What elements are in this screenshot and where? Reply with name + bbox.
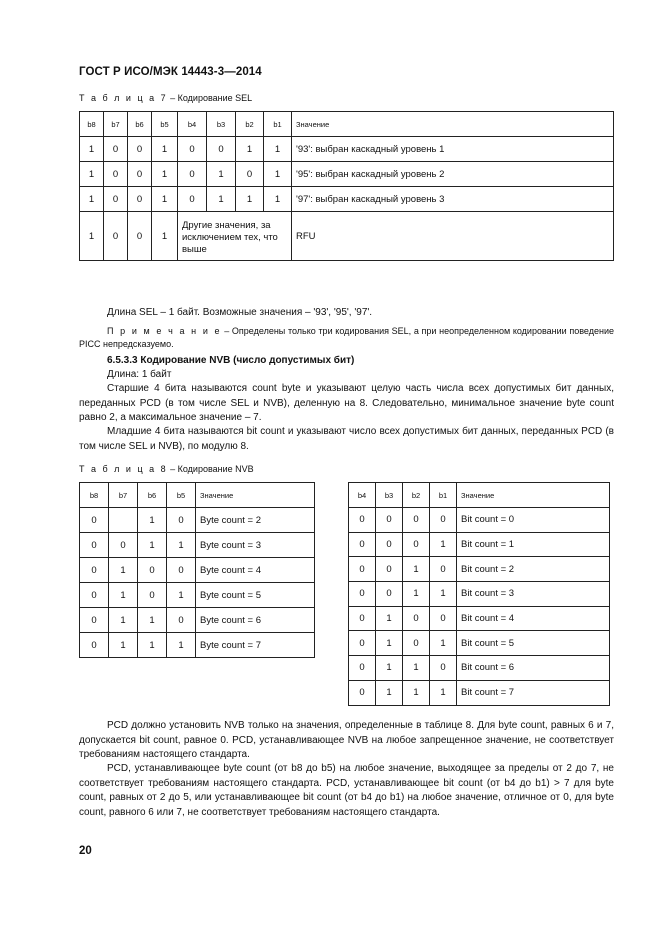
table-cell: 1 — [430, 631, 457, 656]
table-cell: 0 — [80, 608, 109, 633]
table-row — [80, 162, 614, 187]
table-cell: 0 — [349, 631, 376, 656]
table-cell: 0 — [178, 162, 207, 187]
table-cell: 0 — [104, 187, 128, 212]
table-cell: 0 — [80, 583, 109, 608]
table7-caption — [79, 93, 252, 103]
table-cell: Bit count = 7 — [457, 680, 610, 705]
table-cell: 0 — [167, 608, 196, 633]
document-header: ГОСТ Р ИСО/МЭК 14443-3—2014 — [79, 66, 262, 78]
table-cell: 1 — [264, 162, 292, 187]
table-cell: 1 — [80, 212, 104, 261]
table-cell: Byte count = 3 — [196, 533, 315, 558]
table-row — [349, 508, 610, 533]
table-header-cell: b6 — [128, 112, 152, 137]
table-cell: Bit count = 0 — [457, 508, 610, 533]
table-cell: 0 — [167, 558, 196, 583]
table-cell: 0 — [128, 137, 152, 162]
table-cell: 0 — [349, 656, 376, 681]
table-cell: 0 — [178, 187, 207, 212]
byte-count-table — [79, 482, 315, 658]
table-cell: 0 — [128, 212, 152, 261]
table-cell: 1 — [207, 162, 236, 187]
paragraph: PCD, устанавливающее byte count (от b8 до b5) на любое значение, выходящее за пределы от 2 до 7, не соответствует требованиям настоящего стандарта. PCD, устанавливающее bit count (от b4 до b1) > 7 для byte count, равных от 2 до 5, или устанавливающее bit count (от b4 до b1) на любое значение, отличное от 0, для byte count, равного 6 или 7, не соответствует требованиям настоящего стандарта. — [79, 763, 614, 818]
table-cell: '93': выбран каскадный уровень 1 — [292, 137, 614, 162]
table-row — [349, 532, 610, 557]
table-cell: 0 — [349, 532, 376, 557]
table-cell: 0 — [104, 162, 128, 187]
table-cell: 0 — [376, 582, 403, 607]
table-cell: 1 — [376, 631, 403, 656]
section-title: 6.5.3.3 Кодирование NVB (число допустимых бит) — [107, 355, 355, 366]
table-header-cell: b5 — [167, 483, 196, 508]
table-cell: 0 — [138, 558, 167, 583]
table-row — [80, 137, 614, 162]
table-row — [349, 680, 610, 705]
table-cell: Byte count = 6 — [196, 608, 315, 633]
table-cell: 1 — [430, 582, 457, 607]
table-cell: Bit count = 6 — [457, 656, 610, 681]
table-cell: 0 — [376, 557, 403, 582]
table-header-cell: b4 — [349, 483, 376, 508]
table-row — [349, 656, 610, 681]
table-cell: 1 — [207, 187, 236, 212]
table-row — [80, 583, 315, 608]
table-cell: 1 — [109, 608, 138, 633]
table-cell: 1 — [403, 557, 430, 582]
sel-coding-table — [79, 111, 614, 261]
table-cell: 1 — [152, 162, 178, 187]
table-cell: 1 — [264, 137, 292, 162]
table-header-cell: b4 — [178, 112, 207, 137]
table-cell: 0 — [349, 680, 376, 705]
table-cell: 0 — [80, 508, 109, 533]
table-cell: 1 — [109, 558, 138, 583]
table-row — [349, 582, 610, 607]
table-cell: 0 — [430, 606, 457, 631]
table-cell: 0 — [376, 532, 403, 557]
table-header-cell: b1 — [430, 483, 457, 508]
table-cell: 0 — [104, 212, 128, 261]
table-header-cell: b3 — [376, 483, 403, 508]
table-cell: 0 — [80, 533, 109, 558]
table-cell: 0 — [109, 533, 138, 558]
table-cell: 1 — [167, 533, 196, 558]
table-header-cell: b3 — [207, 112, 236, 137]
table-cell: 1 — [264, 187, 292, 212]
table-row — [80, 633, 315, 658]
table-cell: 0 — [128, 162, 152, 187]
table-cell: 1 — [138, 508, 167, 533]
table-cell: Bit count = 2 — [457, 557, 610, 582]
table-row — [349, 557, 610, 582]
table-cell: 1 — [80, 187, 104, 212]
table-header-cell: b8 — [80, 483, 109, 508]
table-cell: 0 — [104, 137, 128, 162]
table-header-cell: Значение — [292, 112, 614, 137]
table-cell: 0 — [403, 532, 430, 557]
table-cell: 1 — [109, 583, 138, 608]
table-row — [80, 508, 315, 533]
table-header-cell: b2 — [236, 112, 264, 137]
table-cell: 1 — [138, 633, 167, 658]
table-cell: 0 — [430, 508, 457, 533]
table-cell: 0 — [430, 656, 457, 681]
table-cell: 0 — [167, 508, 196, 533]
table-cell: 0 — [80, 558, 109, 583]
table-cell: 1 — [80, 137, 104, 162]
table-cell: 1 — [152, 137, 178, 162]
sel-length-text: Длина SEL – 1 байт. Возможные значения – '93', '95', '97'. — [107, 307, 373, 318]
table-cell: 1 — [80, 162, 104, 187]
table-cell: 1 — [138, 533, 167, 558]
table7-caption-prefix: Т а б л и ц а 7 — [79, 93, 168, 103]
table-cell: 1 — [376, 656, 403, 681]
table-cell: '97': выбран каскадный уровень 3 — [292, 187, 614, 212]
table-cell: 0 — [349, 508, 376, 533]
table-cell: Bit count = 1 — [457, 532, 610, 557]
table-cell — [109, 508, 138, 533]
table-header-cell: b7 — [104, 112, 128, 137]
table7-header-row — [80, 112, 614, 137]
table-cell: 1 — [430, 532, 457, 557]
table-header-cell: Значение — [196, 483, 315, 508]
table-header-cell: Значение — [457, 483, 610, 508]
table-cell: RFU — [292, 212, 614, 261]
table-header-cell: b5 — [152, 112, 178, 137]
table-cell: 1 — [236, 187, 264, 212]
table-cell: Byte count = 4 — [196, 558, 315, 583]
table-cell: 0 — [349, 557, 376, 582]
table-cell: 0 — [207, 137, 236, 162]
table-cell: 0 — [236, 162, 264, 187]
table-cell: 1 — [403, 656, 430, 681]
table-header-cell: b8 — [80, 112, 104, 137]
note-paragraph — [79, 325, 614, 351]
table-row — [80, 212, 614, 261]
table-row — [80, 558, 315, 583]
table-cell: 0 — [430, 557, 457, 582]
table-cell: Byte count = 5 — [196, 583, 315, 608]
table-header-cell: b2 — [403, 483, 430, 508]
table-cell: 1 — [236, 137, 264, 162]
table-cell: '95': выбран каскадный уровень 2 — [292, 162, 614, 187]
table-cell: 0 — [349, 582, 376, 607]
note-label: П р и м е ч а н и е — [107, 326, 222, 336]
table-row — [349, 631, 610, 656]
table-cell: 1 — [376, 680, 403, 705]
table-cell: 0 — [138, 583, 167, 608]
table-cell: Bit count = 3 — [457, 582, 610, 607]
table-cell: 0 — [403, 508, 430, 533]
table-cell: Bit count = 5 — [457, 631, 610, 656]
table-cell: Byte count = 7 — [196, 633, 315, 658]
table-header-cell: b6 — [138, 483, 167, 508]
table8-left-header-row — [80, 483, 315, 508]
table-cell: 1 — [167, 633, 196, 658]
table-cell: 0 — [403, 606, 430, 631]
table8-right-header-row — [349, 483, 610, 508]
table-cell: 1 — [167, 583, 196, 608]
table-cell: 1 — [403, 582, 430, 607]
table-cell: Bit count = 4 — [457, 606, 610, 631]
table-cell: 1 — [152, 187, 178, 212]
table-cell: 1 — [430, 680, 457, 705]
table-cell: 1 — [376, 606, 403, 631]
paragraph: Старшие 4 бита называются count byte и указывают целую часть числа всех допустимых бит данных, переданных PCD (в том числе SEL и NVB), деленную на 8. Следовательно, минимальное значение byte count равно 2, а максимальное значение – 7. — [79, 383, 614, 423]
page-number: 20 — [79, 845, 92, 857]
table-cell: 0 — [80, 633, 109, 658]
table7-caption-text: – Кодирование SEL — [167, 93, 253, 103]
length-line: Длина: 1 байт — [107, 369, 172, 380]
table-cell: Другие значения, за исключением тех, что выше — [178, 212, 292, 261]
paragraph: PCD должно установить NVB только на значения, определенные в таблице 8. Для byte count, равных 6 и 7, допускается bit count, равное 0. PCD, устанавливающее NVB на любое запрещенное значение, не соответствует требованиям настоящего стандарта. — [79, 720, 614, 760]
table-row — [80, 533, 315, 558]
table8-caption — [79, 464, 254, 474]
bit-count-table — [348, 482, 610, 706]
table8-caption-text: – Кодирование NVB — [167, 464, 254, 474]
table-cell: 0 — [403, 631, 430, 656]
table-cell: 1 — [138, 608, 167, 633]
table-cell: Byte count = 2 — [196, 508, 315, 533]
table-cell: 0 — [178, 137, 207, 162]
table-row — [349, 606, 610, 631]
paragraph: Младшие 4 бита называются bit count и указывают число всех допустимых бит данных, переданных PCD (в том числе SEL и NVB), по модулю 8. — [79, 426, 614, 452]
table-row — [80, 608, 315, 633]
table-cell: 0 — [128, 187, 152, 212]
table-header-cell: b7 — [109, 483, 138, 508]
table-row — [80, 187, 614, 212]
table8-caption-prefix: Т а б л и ц а 8 — [79, 464, 168, 474]
table-cell: 0 — [376, 508, 403, 533]
table-cell: 0 — [349, 606, 376, 631]
table-cell: 1 — [403, 680, 430, 705]
table-cell: 1 — [109, 633, 138, 658]
note-text: – Определены только три кодирования SEL, а при неопределенном кодировании поведение PICC непредсказуемо. — [79, 326, 614, 349]
table-cell: 1 — [152, 212, 178, 261]
table-header-cell: b1 — [264, 112, 292, 137]
